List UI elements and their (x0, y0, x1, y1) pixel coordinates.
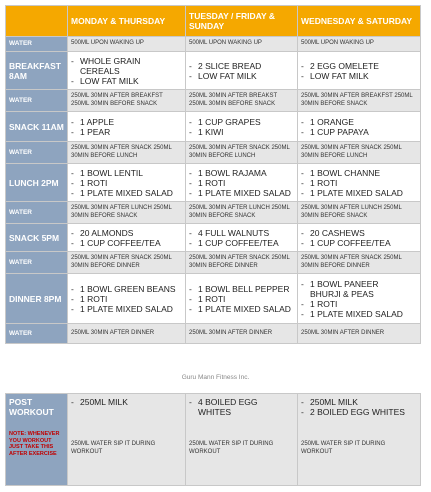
row-label: SNACK 11AM (6, 112, 68, 142)
row-label: LUNCH 2PM (6, 164, 68, 202)
row-label: WATER (6, 252, 68, 274)
list-item: - 1 ROTI (301, 299, 417, 309)
list-item: - 1 BOWL PANEER BHURJI & PEAS (301, 279, 417, 299)
list-item: - 250ML MILK (71, 397, 182, 407)
row-label: SNACK 5PM (6, 224, 68, 252)
table-row (6, 324, 421, 344)
list-item: - 4 BOILED EGG WHITES (189, 397, 294, 417)
list-item: - 1 PLATE MIXED SALAD (301, 309, 417, 319)
list-item: - 1 BOWL CHANNE (301, 168, 417, 178)
list-item: - 1 CUP COFFEE/TEA (189, 238, 294, 248)
water-cell: 250ML 30MIN AFTER BREAKFST 250ML 30MIN BEFORE SNACK (298, 90, 421, 112)
list-item: - 1 ORANGE (301, 117, 417, 127)
table-row (6, 202, 421, 224)
list-item: - 1 APPLE (71, 117, 182, 127)
water-cell: 500ML UPON WAKING UP (68, 37, 186, 52)
post-workout-cell (298, 394, 421, 486)
water-cell: 250ML 30MIN AFTER BREAKST 250ML 30MIN BEFORE SNACK (186, 90, 298, 112)
row-label: WATER (6, 324, 68, 344)
water-cell: 250ML 30MIN AFTER LUNCH 250ML 30MIN BEFORE SNACK (298, 202, 421, 224)
list-item: - LOW FAT MILK (189, 71, 294, 81)
meal-cell (298, 274, 421, 324)
meal-cell (298, 52, 421, 90)
header-wednesday-saturday: WEDNESDAY & SATURDAY (298, 6, 421, 37)
row-label: BREAKFAST 8AM (6, 52, 68, 90)
table-row (6, 394, 421, 486)
meal-cell (186, 112, 298, 142)
list-item: - LOW FAT MILK (71, 76, 182, 86)
list-item: - LOW FAT MILK (301, 71, 417, 81)
meal-cell (186, 274, 298, 324)
list-item: - WHOLE GRAIN CEREALS (71, 56, 182, 76)
meal-cell (186, 164, 298, 202)
water-cell: 250ML 30MIN AFTER SNACK 250ML 30MIN BEFORE LUNCH (186, 142, 298, 164)
list-item: - 2 SLICE BREAD (189, 61, 294, 71)
post-workout-label-cell (6, 394, 68, 486)
list-item: - 1 PLATE MIXED SALAD (189, 188, 294, 198)
water-cell: 250ML 30MIN AFTER SNACK 250ML 30MIN BEFORE LUNCH (298, 142, 421, 164)
water-cell: 250ML 30MIN AFTER DINNER (298, 324, 421, 344)
header-corner (6, 6, 68, 37)
list-item: - 1 ROTI (71, 294, 182, 304)
diet-plan-table (5, 5, 421, 344)
water-cell: 250ML 30MIN AFTER LUNCH 250ML 30MIN BEFORE SNACK (68, 202, 186, 224)
water-cell: 250ML 30MIN AFTER SNACK 250ML 30MIN BEFORE DINNER (298, 252, 421, 274)
list-item: - 1 ROTI (71, 178, 182, 188)
list-item: - 20 ALMONDS (71, 228, 182, 238)
water-cell: 250ML 30MIN AFTER LUNCH 250ML 30MIN BEFORE SNACK (186, 202, 298, 224)
water-cell: 250ML 30MIN AFTER BREAKFST 250ML 30MIN BEFORE SNACK (68, 90, 186, 112)
table-row (6, 164, 421, 202)
water-cell: 250ML 30MIN AFTER SNACK 250ML 30MIN BEFORE DINNER (68, 252, 186, 274)
list-item: - 1 ROTI (189, 294, 294, 304)
table-row (6, 142, 421, 164)
table-row (6, 112, 421, 142)
list-item: - 1 PLATE MIXED SALAD (301, 188, 417, 198)
list-item: - 1 CUP COFFEE/TEA (301, 238, 417, 248)
list-item: - 20 CASHEWS (301, 228, 417, 238)
post-workout-cell (186, 394, 298, 486)
list-item: - 1 CUP GRAPES (189, 117, 294, 127)
meal-cell (68, 112, 186, 142)
list-item: - 1 ROTI (301, 178, 417, 188)
meal-cell (68, 274, 186, 324)
list-item: - 1 BOWL GREEN BEANS (71, 284, 182, 294)
meal-cell (68, 164, 186, 202)
meal-cell (68, 224, 186, 252)
list-item: - 1 CUP PAPAYA (301, 127, 417, 137)
list-item: - 4 FULL WALNUTS (189, 228, 294, 238)
water-note: 250ML WATER SIP IT DURING WORKOUT (71, 441, 156, 455)
water-cell: 250ML 30MIN AFTER SNACK 250ML 30MIN BEFORE DINNER (186, 252, 298, 274)
list-item: - 1 KIWI (189, 127, 294, 137)
table-row (6, 224, 421, 252)
water-cell: 500ML UPON WAKING UP (298, 37, 421, 52)
list-item: - 1 BOWL BELL PEPPER (189, 284, 294, 294)
water-cell: 250ML 30MIN AFTER SNACK 250ML 30MIN BEFORE LUNCH (68, 142, 186, 164)
meal-cell (186, 52, 298, 90)
meal-cell (68, 52, 186, 90)
header-tuesday-friday-sunday: TUESDAY / FRIDAY & SUNDAY (186, 6, 298, 37)
list-item: - 1 PLATE MIXED SALAD (189, 304, 294, 314)
list-item: - 1 PLATE MIXED SALAD (71, 304, 182, 314)
table-row (6, 90, 421, 112)
meal-cell (298, 164, 421, 202)
row-label: WATER (6, 202, 68, 224)
list-item: - 1 BOWL RAJAMA (189, 168, 294, 178)
post-workout-cell (68, 394, 186, 486)
table-row (6, 37, 421, 52)
list-item: - 1 PEAR (71, 127, 182, 137)
row-label: WATER (6, 37, 68, 52)
header-monday-thursday: MONDAY & THURSDAY (68, 6, 186, 37)
meal-cell (298, 112, 421, 142)
list-item: - 1 BOWL LENTIL (71, 168, 182, 178)
meal-cell (298, 224, 421, 252)
list-item: - 1 ROTI (189, 178, 294, 188)
row-label: POST WORKOUT (9, 397, 54, 417)
list-item: - 2 EGG OMELETE (301, 61, 417, 71)
meal-cell (186, 224, 298, 252)
row-label: WATER (6, 142, 68, 164)
row-label: DINNER 8PM (6, 274, 68, 324)
water-cell: 500ML UPON WAKING UP (186, 37, 298, 52)
water-note: 250ML WATER SIP IT DURING WORKOUT (189, 441, 274, 455)
list-item: - 250ML MILK (301, 397, 417, 407)
post-workout-table (5, 393, 421, 486)
table-row (6, 252, 421, 274)
list-item: - 2 BOILED EGG WHITES (301, 407, 417, 417)
table-row (6, 52, 421, 90)
row-label: WATER (6, 90, 68, 112)
list-item: - 1 PLATE MIXED SALAD (71, 188, 182, 198)
header-row (6, 6, 421, 37)
post-workout-note: NOTE: WHENEVER YOU WORKOUT JUST TAKE THIS AFTER EXERCISE (9, 431, 60, 457)
water-cell: 250ML 30MIN AFTER DINNER (186, 324, 298, 344)
list-item: - 1 CUP COFFEE/TEA (71, 238, 182, 248)
water-note: 250ML WATER SIP IT DURING WORKOUT (301, 441, 386, 455)
table-row (6, 274, 421, 324)
water-cell: 250ML 30MIN AFTER DINNER (68, 324, 186, 344)
brand-footer: Guru Mann Fitness Inc. (181, 374, 250, 381)
